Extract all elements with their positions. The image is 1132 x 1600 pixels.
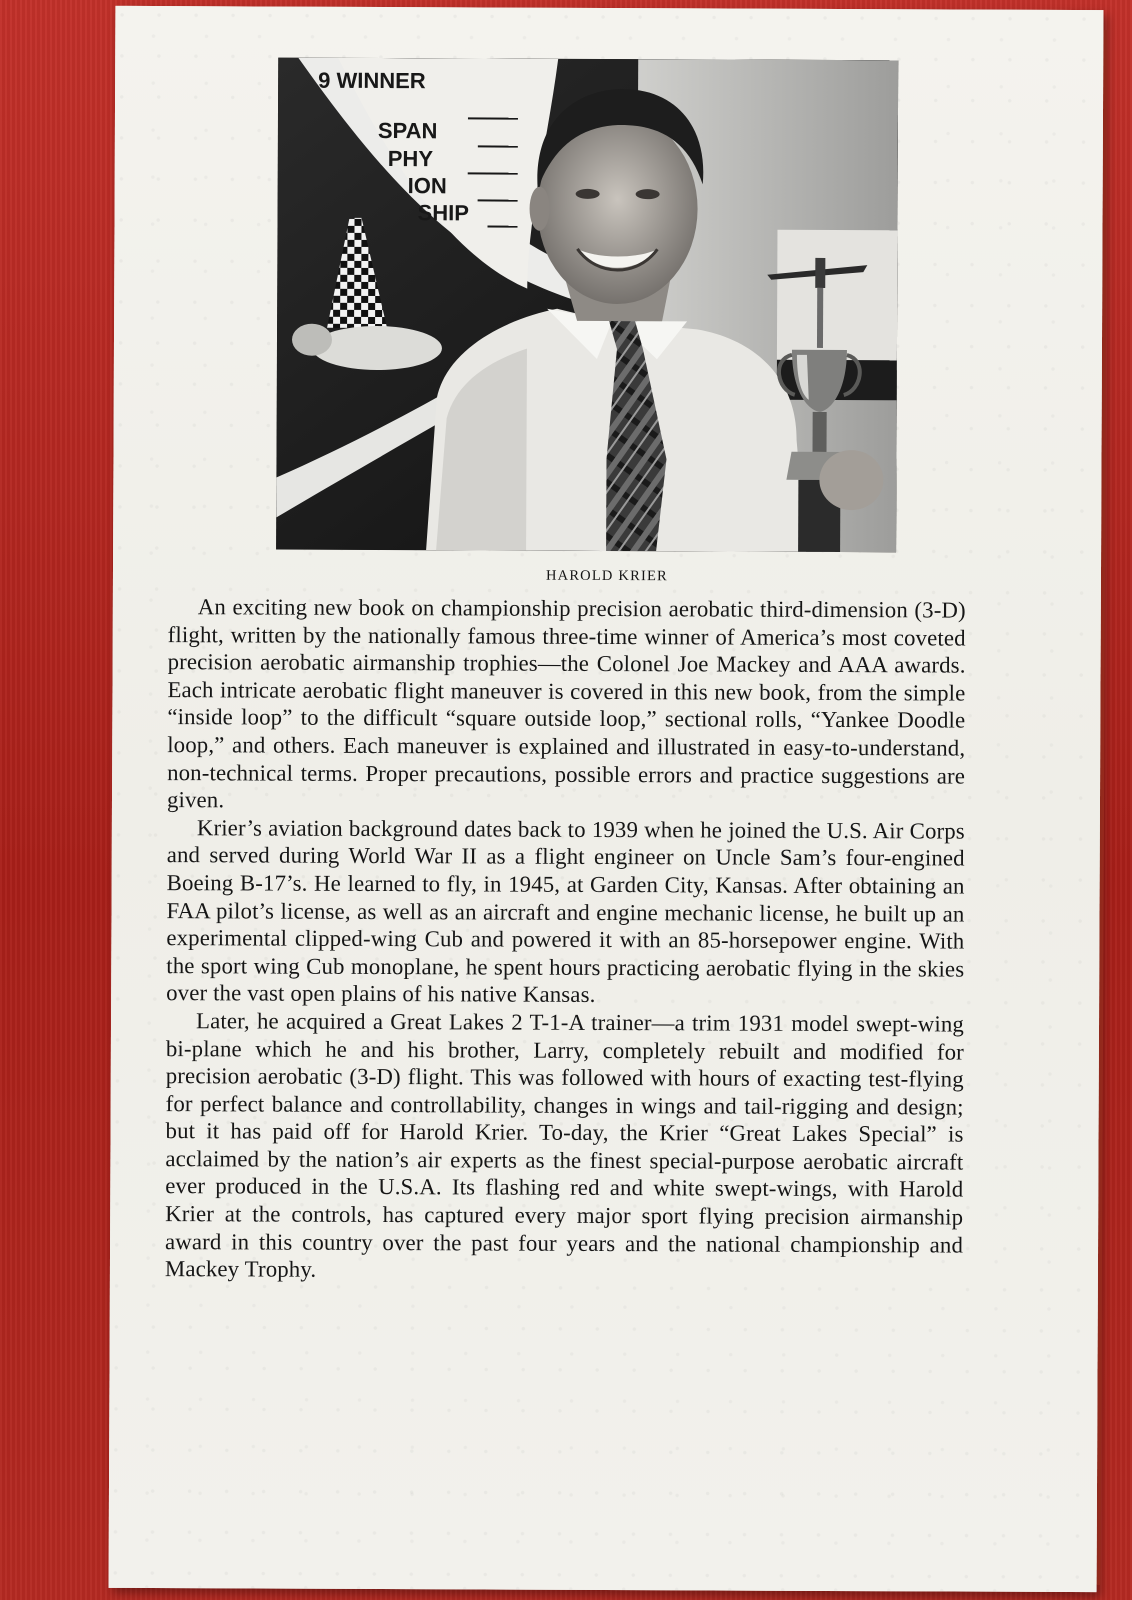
paragraph-3: Later, he acquired a Great Lakes 2 T-1-A trainer—a trim 1931 model swept-wing bi-plane which he and his brother, Larry, completely rebuilt and modified for precision aerobatic (3-D) flight. This was followed with hours of exacting test-flying for perfect balance and controllability, changes in wings and tail-rigging and design; but it has paid off for Harold Krier. To-day, the Krier “Great Lakes Special” is acclaimed by the nation’s air experts as the finest special-purpose aerobatic aircraft ever produced in the U.S.A. Its flashing red and white swept-wings, with Harold Krier at the controls, has captured every major sport flying precision airmanship award in this country over the past four years and the national championship and Mackey Trophy. xyxy=(164,1008,965,1282)
author-photo xyxy=(276,58,898,553)
sign-text-span: SPAN xyxy=(377,117,438,144)
sign-text-precision: ION xyxy=(407,173,447,199)
paragraph-1: An exciting new book on championship precision aerobatic third-dimension (3-D) flight, written by the nationally famous three-time winner of America’s most coveted precision aerobatic airmanship trophies—the Colonel Joe Mackey and AAA awards. Each intricate aerobatic flight maneuver is covered in this new book, from the simple “inside loop” to the difficult “square outside loop,” sectional rolls, “Yankee Doodle loop,” and others. Each maneuver is explained and illustrated in easy-to-understand, non-technical terms. Proper precautions, possible errors and practice suggestions are given. xyxy=(166,594,966,813)
book-back-cover xyxy=(109,6,1104,1592)
sign-text-winner: 9 WINNER xyxy=(318,67,426,94)
sign-text-trophy: PHY xyxy=(387,146,434,172)
paragraph-2: Krier’s aviation background dates back to 1939 when he joined the U.S. Air Corps and served during World War II as a flight engineer on Uncle Sam’s four-engined Boeing B-17’s. He learned to fly, in 1945, at Garden City, Kansas. After obtaining an FAA pilot’s license, as well as an aircraft and engine mechanic license, he built up an experimental clipped-wing Cub and powered it with an 85-horsepower engine. With the sport wing Cub monoplane, he spent hours practicing aerobatic flying in the skies over the vast open plains of his native Kansas. xyxy=(166,814,965,1008)
photo-caption: HAROLD KRIER xyxy=(545,567,668,585)
sign-text-airmanship: SHIP xyxy=(417,200,469,226)
description-text xyxy=(165,593,966,1286)
